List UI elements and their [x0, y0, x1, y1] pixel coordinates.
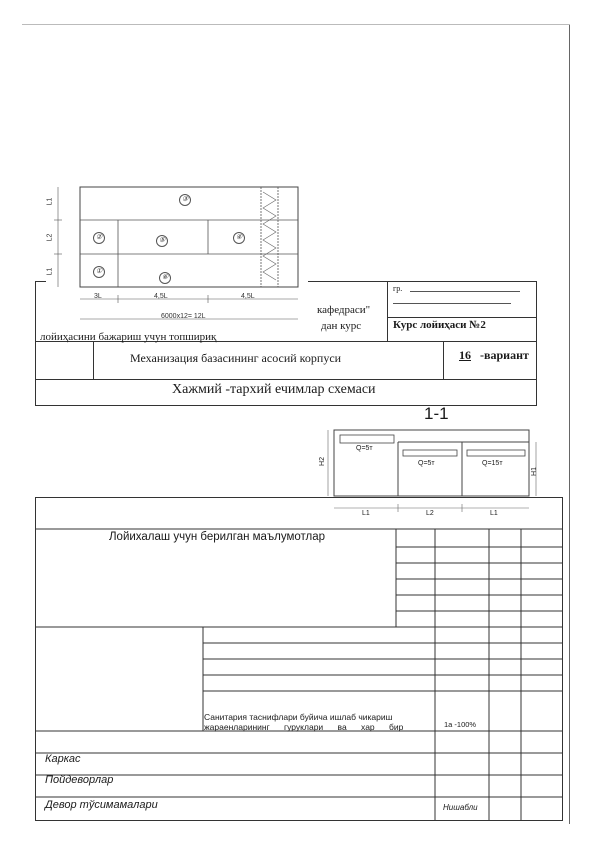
- scheme-title: Хажмий -тархий ечимлар схемаси: [172, 382, 376, 397]
- department-text: кафедраси": [317, 304, 371, 316]
- zone-5-label: ⑤: [156, 235, 168, 247]
- crane-2-label: Q=5т: [418, 460, 435, 467]
- section-dim-l2: L2: [426, 510, 434, 517]
- crane-1-label: Q=5т: [356, 445, 373, 452]
- sanitary-text-1: Санитария таснифлари буйича ишлаб чикариш: [204, 712, 393, 722]
- group-underline: [410, 291, 520, 292]
- course-line-tail: дан курс: [321, 320, 362, 332]
- side-dim-mid: L2: [46, 233, 54, 242]
- section-dim-h1: H1: [530, 467, 538, 476]
- zone-4-label: ④: [233, 232, 245, 244]
- row-walls: Девор тўсимамалари: [45, 799, 158, 811]
- section-dim-l1b: L1: [490, 510, 498, 517]
- floor-plan: [46, 182, 308, 330]
- task-line: лойиҳасини бажариш учун топшириқ: [40, 331, 217, 343]
- page-frame-right: [569, 24, 570, 824]
- building-title: Механизация базасининг асосий корпуси: [130, 351, 342, 365]
- page-frame-top: [22, 24, 570, 25]
- dim-total: 6000x12= 12L: [161, 313, 206, 320]
- section-dim-h2: H2: [318, 457, 326, 466]
- zone-6-label: ⑥: [159, 272, 171, 284]
- group-label: гр.: [393, 284, 403, 293]
- table-heading: Лойихалаш учун берилган маълумотлар: [109, 531, 326, 543]
- variant-number: 16: [459, 348, 471, 362]
- side-dim-top: L1: [46, 197, 54, 206]
- course-project-label: Курс лойиҳаси №2: [393, 319, 486, 331]
- sanitary-text-2: жараенларининг гуруклари ва хар бир: [204, 722, 404, 732]
- zone-2-label: ②: [93, 232, 105, 244]
- dim-45l-b: 4,5L: [241, 293, 255, 300]
- variant-label: -вариант: [480, 348, 529, 362]
- row-frame: Каркас: [45, 753, 81, 765]
- dim-45l-a: 4,5L: [154, 293, 168, 300]
- bottom-label: Нишабли: [443, 803, 478, 812]
- data-table-grid: [35, 497, 563, 821]
- sanitary-value: 1а -100%: [444, 720, 477, 729]
- crane-3-label: Q=15т: [482, 460, 503, 467]
- row-foundations: Пойдеворлар: [45, 774, 114, 786]
- group-underline-2: [393, 303, 511, 304]
- zone-3-label: ③: [179, 194, 191, 206]
- zone-1-label: ①: [93, 266, 105, 278]
- dim-3l: 3L: [94, 293, 102, 300]
- section-dim-l1a: L1: [362, 510, 370, 517]
- data-table: [35, 497, 563, 821]
- section-title: 1-1: [424, 404, 449, 423]
- floor-plan-svg: [46, 182, 308, 330]
- side-dim-bottom: L1: [46, 267, 54, 276]
